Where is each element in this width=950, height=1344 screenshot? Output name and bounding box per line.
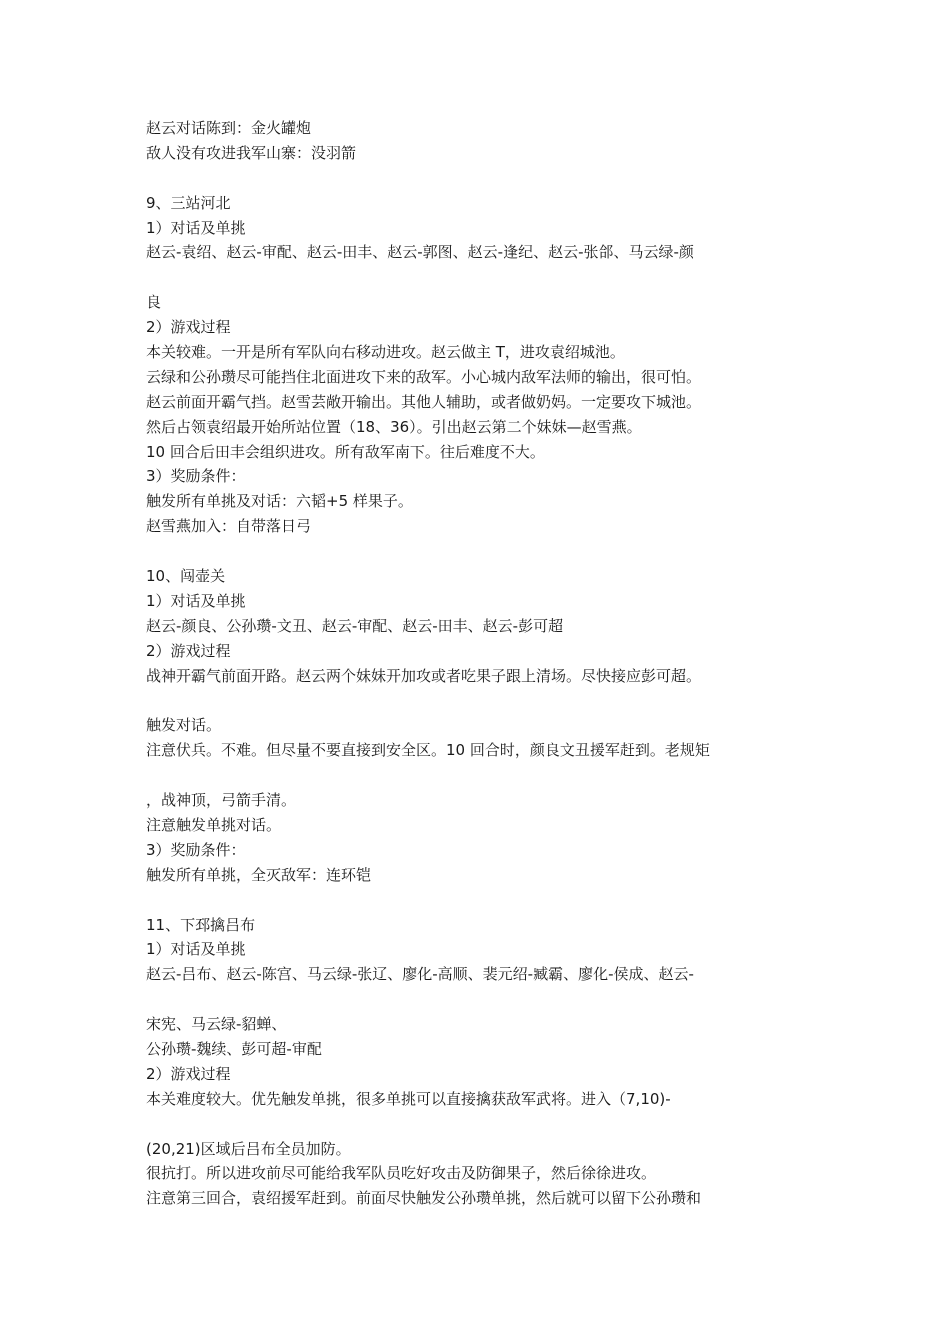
blank-line xyxy=(146,763,806,788)
text-line: 触发所有单挑及对话：六韬+5 样果子。 xyxy=(146,492,413,511)
text-line: 云绿和公孙瓒尽可能挡住北面进攻下来的敌军。小心城内敌军法师的输出，很可怕。 xyxy=(146,367,702,386)
text-line: ，战神顶，弓箭手清。 xyxy=(146,791,297,810)
blank-line xyxy=(146,265,806,290)
text-line: 赵云前面开霸气挡。赵雪芸敞开输出。其他人辅助，或者做奶妈。一定要攻下城池。 xyxy=(146,392,702,411)
text-line: 本关较难。一开是所有军队向右移动进攻。赵云做主 T，进攻袁绍城池。 xyxy=(146,343,625,362)
text-line: 注意伏兵。不难。但尽量不要直接到安全区。10 回合时，颜良文丑援军赶到。老规矩 xyxy=(146,741,710,760)
text-line: (20,21)区域后吕布全员加防。 xyxy=(146,1139,351,1158)
text-line: 赵云对话陈到：金火罐炮 xyxy=(146,119,312,137)
text-line: 2）游戏过程 xyxy=(146,1064,231,1083)
blank-line xyxy=(146,888,806,913)
blank-line xyxy=(146,539,806,564)
text-line: 1）对话及单挑 xyxy=(146,218,246,237)
text-line: 良 xyxy=(146,293,162,312)
text-line: 注意第三回合，袁绍援军赶到。前面尽快触发公孙瓒单挑，然后就可以留下公孙瓒和 xyxy=(146,1189,702,1208)
text-line: 赵云-袁绍、赵云-审配、赵云-田丰、赵云-郭图、赵云-逢纪、赵云-张郃、马云绿-颜 xyxy=(146,243,694,262)
text-line: 10 回合后田丰会组织进攻。所有敌军南下。往后难度不大。 xyxy=(146,442,545,461)
text-line: 3）奖励条件： xyxy=(146,840,246,859)
text-line: 宋宪、马云绿-貂蝉、 xyxy=(146,1015,287,1034)
text-line: 战神开霸气前面开路。赵云两个妹妹开加攻或者吃果子跟上清场。尽快接应彭可超。 xyxy=(146,666,702,685)
text-line: 2）游戏过程 xyxy=(146,318,231,337)
text-line: 2）游戏过程 xyxy=(146,641,231,660)
text-line: 1）对话及单挑 xyxy=(146,940,246,959)
text-line: 11、下邳擒吕布 xyxy=(146,915,256,934)
text-line: 1）对话及单挑 xyxy=(146,591,246,610)
text-line: 触发所有单挑，全灭敌军：连环铠 xyxy=(146,865,372,884)
text-line: 9、三站河北 xyxy=(146,193,231,212)
text-line: 本关难度较大。优先触发单挑，很多单挑可以直接擒获敌军武将。进入（7,10)- xyxy=(146,1089,671,1108)
text-line: 3）奖励条件： xyxy=(146,467,246,486)
text-line: 赵云-颜良、公孙瓒-文丑、赵云-审配、赵云-田丰、赵云-彭可超 xyxy=(146,616,564,635)
text-line: 10、闯壶关 xyxy=(146,567,226,586)
text-line: 赵云-吕布、赵云-陈宫、马云绿-张辽、廖化-高顺、裴元绍-臧霸、廖化-侯成、赵云- xyxy=(146,965,694,984)
text-line: 注意触发单挑对话。 xyxy=(146,815,282,834)
text-line: 公孙瓒-魏续、彭可超-审配 xyxy=(146,1039,322,1058)
text-line: 然后占领袁绍最开始所站位置（18、36）。引出赵云第二个妹妹—赵雪燕。 xyxy=(146,417,642,436)
blank-line xyxy=(146,987,806,1012)
blank-line xyxy=(146,688,806,713)
blank-line xyxy=(146,166,806,191)
text-line: 触发对话。 xyxy=(146,716,222,735)
document-body xyxy=(146,116,806,1211)
text-line: 赵雪燕加入：自带落日弓 xyxy=(146,517,312,536)
blank-line xyxy=(146,1112,806,1137)
text-line: 很抗打。所以进攻前尽可能给我军队员吃好攻击及防御果子，然后徐徐进攻。 xyxy=(146,1164,657,1183)
text-line: 敌人没有攻进我军山寨：没羽箭 xyxy=(146,143,357,162)
